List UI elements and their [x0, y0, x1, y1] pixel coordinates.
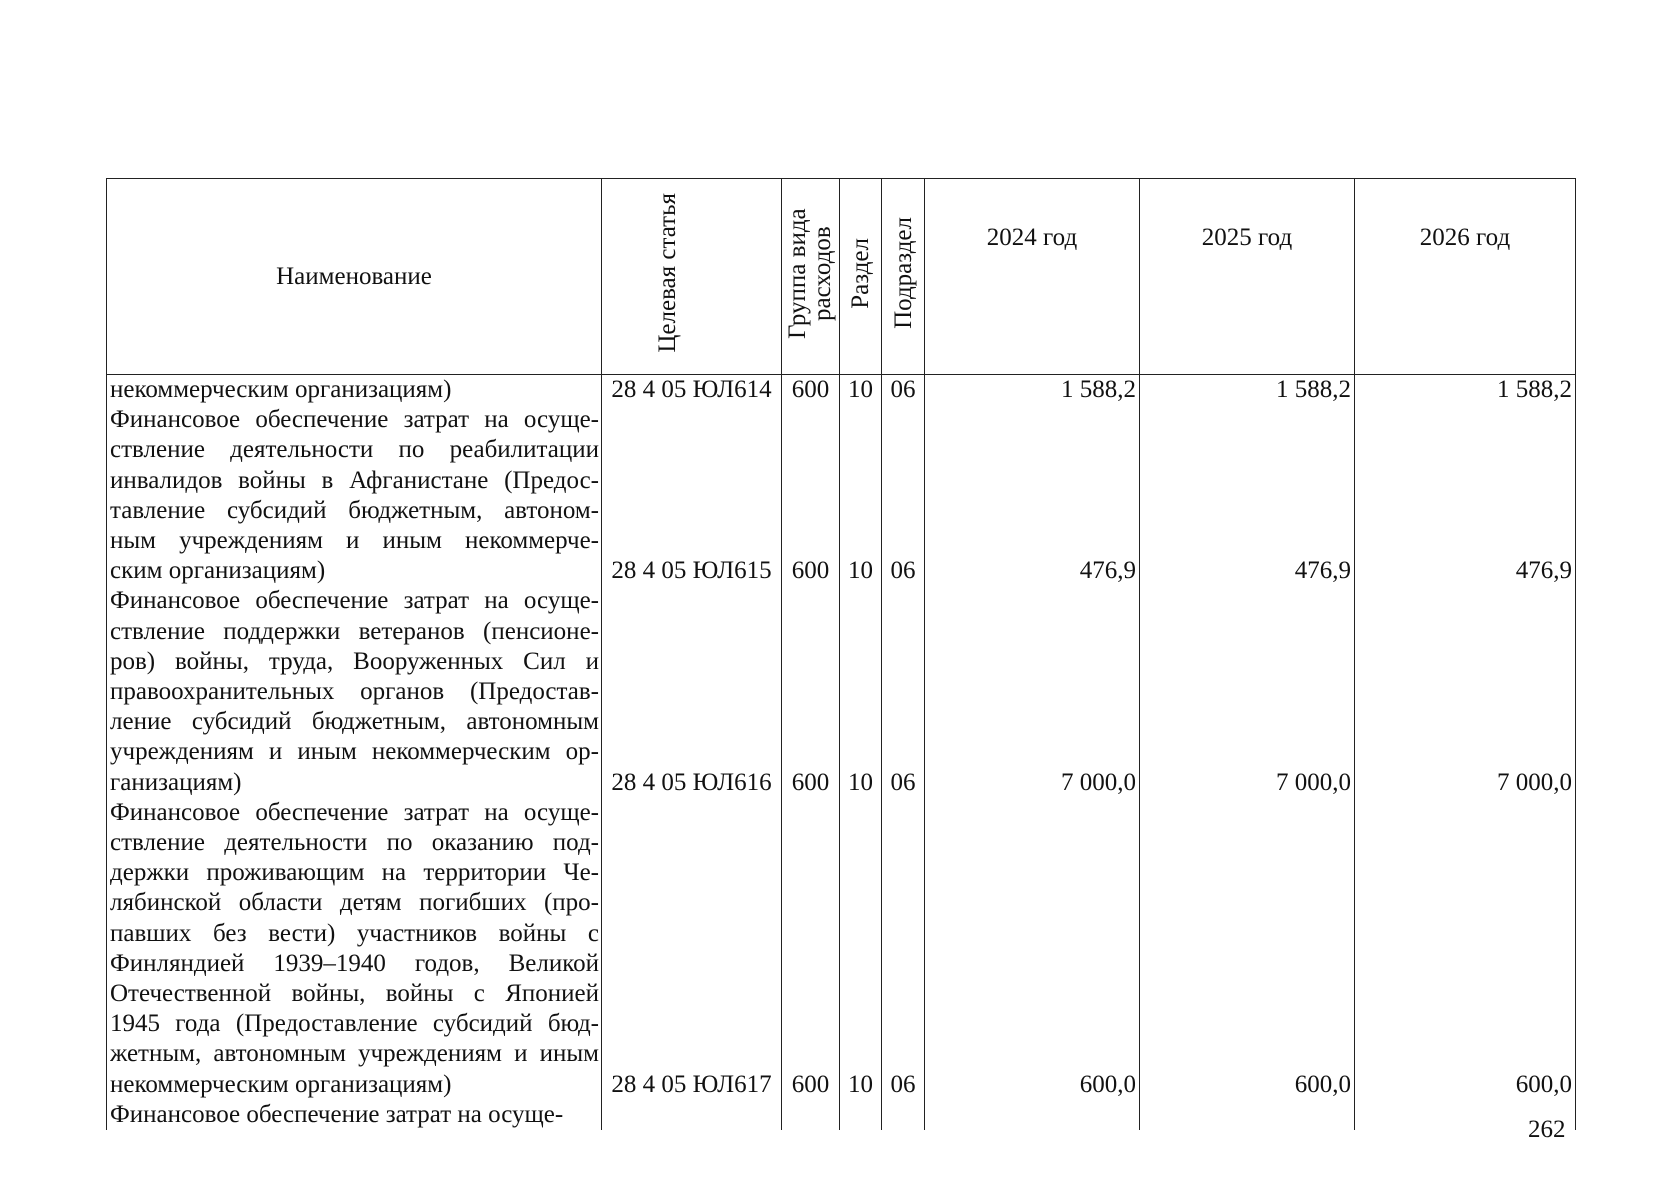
header-2025-label: 2025 год [1201, 224, 1293, 251]
header-row [107, 179, 1576, 375]
row-target-article: 28 4 05 ЮЛ617 [602, 798, 782, 1100]
row-amount-2025: 476,9 [1140, 405, 1355, 586]
row-expense-group: 600 [782, 375, 840, 406]
table-row [107, 405, 1576, 586]
row-subsection [882, 1100, 925, 1130]
row-section [840, 1100, 882, 1130]
row-name-line: тавление субсидий бюджетным, автоном- [110, 496, 599, 524]
table-body [107, 375, 1576, 1131]
row-amount-2025: 7 000,0 [1140, 586, 1355, 797]
row-name-line: некоммерческим организациям) [110, 376, 452, 403]
header-section-label: Раздел [847, 237, 874, 309]
table-row [107, 375, 1576, 406]
budget-table [106, 178, 1576, 1130]
row-section: 10 [840, 405, 882, 586]
row-name-line: Финансовое обеспечение затрат на осуще- [110, 798, 599, 826]
row-name-line: Финляндией 1939–1940 годов, Великой [110, 949, 599, 977]
row-name-line: учреждениям и иным некоммерческим ор- [110, 738, 599, 766]
row-name-line: ствление поддержки ветеранов (пенсионе- [110, 617, 599, 645]
row-amount-2026: 7 000,0 [1355, 586, 1576, 797]
row-target-article: 28 4 05 ЮЛ616 [602, 586, 782, 797]
row-name [107, 1100, 602, 1130]
row-target-article: 28 4 05 ЮЛ614 [602, 375, 782, 406]
row-name [107, 375, 602, 406]
row-name-line: Финансовое обеспечение затрат на осуще- [110, 1100, 564, 1128]
row-name-line: ским организациям) [110, 557, 326, 585]
row-section: 10 [840, 375, 882, 406]
row-amount-2025 [1140, 1100, 1355, 1130]
row-name-line: 1945 года (Предоставление субсидий бюд- [110, 1010, 599, 1038]
header-section [840, 179, 882, 375]
row-name-line: жетным, автономным учреждениям и иным [110, 1040, 599, 1068]
row-name-line: правоохранительных органов (Предостав- [110, 678, 599, 706]
row-name [107, 586, 602, 797]
row-name-line: ствление деятельности по оказанию под- [110, 829, 599, 857]
row-name [107, 798, 602, 1100]
row-name-line: ствление деятельности по реабилитации [110, 436, 599, 464]
row-amount-2024: 7 000,0 [925, 586, 1140, 797]
row-target-article: 28 4 05 ЮЛ615 [602, 405, 782, 586]
row-name-line: ным учреждениям и иным некоммерче- [110, 527, 599, 555]
header-2026 [1355, 179, 1576, 375]
row-subsection: 06 [882, 798, 925, 1100]
row-amount-2025: 1 588,2 [1140, 375, 1355, 406]
header-target-article [602, 179, 782, 375]
row-amount-2026: 1 588,2 [1355, 375, 1576, 406]
table-row [107, 798, 1576, 1100]
row-target-article [602, 1100, 782, 1130]
row-name-line: павших без вести) участников войны с [110, 919, 599, 947]
row-subsection: 06 [882, 586, 925, 797]
header-subsection [882, 179, 925, 375]
row-amount-2024 [925, 1100, 1140, 1130]
row-section: 10 [840, 586, 882, 797]
table-row [107, 1100, 1576, 1130]
header-target-article-label: Целевая статья [653, 193, 681, 353]
row-section: 10 [840, 798, 882, 1100]
table-row [107, 586, 1576, 797]
row-expense-group: 600 [782, 798, 840, 1100]
row-name-line: ление субсидий бюджетным, автономным [110, 708, 599, 736]
row-name-line: Отечественной войны, войны с Японией [110, 980, 599, 1008]
row-name-line: ров) войны, труда, Вооруженных Сил и [110, 647, 599, 675]
row-name-line: лябинской области детям погибших (про- [110, 889, 599, 917]
row-subsection: 06 [882, 405, 925, 586]
header-2025 [1140, 179, 1355, 375]
header-subsection-label: Подраздел [889, 217, 917, 329]
row-amount-2026: 476,9 [1355, 405, 1576, 586]
row-expense-group [782, 1100, 840, 1130]
row-name-line: инвалидов войны в Афганистане (Предос- [110, 466, 599, 494]
header-name [107, 179, 602, 375]
row-expense-group: 600 [782, 586, 840, 797]
header-2024-label: 2024 год [986, 224, 1078, 251]
row-amount-2024: 600,0 [925, 798, 1140, 1100]
row-name-line: некоммерческим организациям) [110, 1070, 452, 1098]
row-expense-group: 600 [782, 405, 840, 586]
row-name [107, 405, 602, 586]
row-amount-2024: 1 588,2 [925, 375, 1140, 406]
header-2024 [925, 179, 1140, 375]
header-expense-group-label: Группа вида расходов [783, 207, 836, 339]
row-name-line: Финансовое обеспечение затрат на осуще- [110, 406, 599, 434]
row-amount-2024: 476,9 [925, 405, 1140, 586]
row-name-line: Финансовое обеспечение затрат на осуще- [110, 587, 599, 615]
header-name-label: Наименование [276, 262, 432, 290]
row-name-line: ганизациям) [110, 768, 242, 796]
row-amount-2025: 600,0 [1140, 798, 1355, 1100]
row-name-line: держки проживающим на территории Че- [110, 859, 599, 887]
header-2026-label: 2026 год [1419, 224, 1511, 251]
header-expense-group [782, 179, 840, 375]
row-amount-2026: 600,0 [1355, 798, 1576, 1100]
page-number: 262 [1528, 1116, 1566, 1143]
row-subsection: 06 [882, 375, 925, 406]
